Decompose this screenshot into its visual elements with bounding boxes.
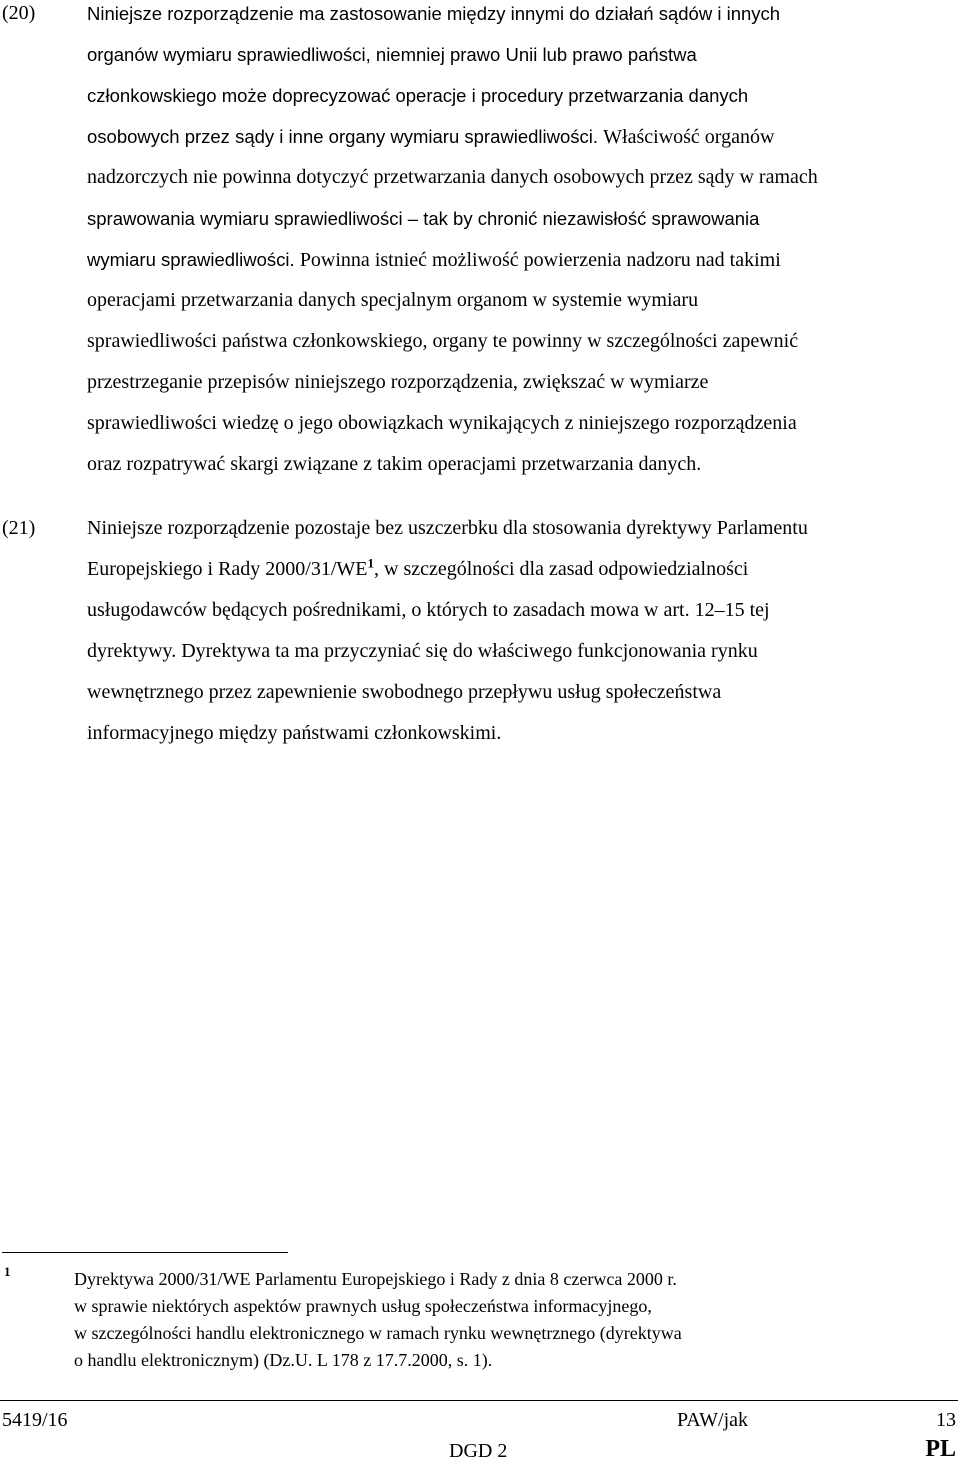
directorate-code: DGD 2	[449, 1440, 508, 1462]
text-run: Niniejsze rozporządzenie ma zastosowanie między innymi do działań sądów i innych	[87, 3, 781, 24]
text-run: sprawiedliwości państwa członkowskiego, organy te powinny w szczególności zapewnić	[87, 330, 799, 352]
footnote-line: w szczególności handlu elektronicznego w ramach rynku wewnętrznego (dyrektywa	[74, 1323, 682, 1343]
page-number: 13	[936, 1409, 956, 1431]
text-line	[87, 508, 808, 549]
document-number: 5419/16	[2, 1409, 68, 1431]
text-run: informacyjnego między państwami członkowskimi.	[87, 722, 502, 744]
recital-number: (20)	[2, 2, 36, 24]
text-run: organów wymiaru sprawiedliwości, niemniej prawo Unii lub prawo państwa	[87, 44, 697, 65]
text-line	[87, 157, 818, 198]
text-line	[87, 631, 758, 672]
footnote-line: Dyrektywa 2000/31/WE Parlamentu Europejskiego i Rady z dnia 8 czerwca 2000 r.	[74, 1269, 677, 1289]
footnote-separator	[2, 1252, 288, 1253]
text-run: Europejskiego i Rady 2000/31/WE	[87, 558, 368, 580]
text-line	[87, 403, 797, 444]
text-run: Właściwość organów	[603, 126, 775, 148]
text-run: wymiaru sprawiedliwości.	[87, 249, 300, 270]
text-line	[87, 713, 501, 754]
footnote-line: o handlu elektronicznym) (Dz.U. L 178 z 17.7.2000, s. 1).	[74, 1350, 493, 1370]
text-line	[87, 75, 748, 117]
text-line	[87, 672, 721, 713]
text-line	[87, 0, 780, 35]
text-line	[87, 280, 698, 321]
text-run: osobowych przez sądy i inne organy wymiaru sprawiedliwości.	[87, 126, 604, 147]
footnote-marker: 1	[4, 1264, 11, 1279]
language-code: PL	[925, 1436, 956, 1462]
text-line	[87, 590, 770, 631]
text-run: wewnętrznego przez zapewnienie swobodnego przepływu usług społeczeństwa	[87, 681, 722, 703]
text-run: , w szczególności dla zasad odpowiedzialności	[374, 558, 749, 580]
text-line	[87, 239, 781, 281]
text-line	[87, 321, 798, 362]
text-run: sprawowania wymiaru sprawiedliwości – tak by chronić niezawisłość sprawowania	[87, 208, 760, 229]
text-run: Powinna istnieć możliwość powierzenia nadzoru nad takimi	[299, 249, 781, 271]
text-run: przestrzeganie przepisów niniejszego rozporządzenia, zwiększać w wymiarze	[87, 371, 709, 393]
author-code: PAW/jak	[677, 1409, 748, 1431]
text-run: operacjami przetwarzania danych specjalnym organom w systemie wymiaru	[87, 289, 699, 311]
text-line	[87, 444, 701, 485]
text-line	[87, 198, 759, 240]
footer-separator	[0, 1400, 958, 1401]
footnote-reference: 1	[367, 555, 375, 571]
text-run: dyrektywy. Dyrektywa ta ma przyczyniać się do właściwego funkcjonowania rynku	[87, 640, 758, 662]
text-run: członkowskiego może doprecyzować operacje i procedury przetwarzania danych	[87, 85, 749, 106]
text-run: sprawiedliwości wiedzę o jego obowiązkach wynikających z niniejszego rozporządzenia	[87, 412, 797, 434]
text-line	[87, 116, 774, 158]
text-line	[87, 34, 697, 76]
text-run: usługodawców będących pośrednikami, o których to zasadach mowa w art. 12–15 tej	[87, 599, 770, 621]
text-run: nadzorczych nie powinna dotyczyć przetwarzania danych osobowych przez sądy w ramach	[87, 166, 818, 188]
text-run: oraz rozpatrywać skargi związane z takim operacjami przetwarzania danych.	[87, 453, 702, 475]
text-line	[87, 549, 748, 590]
text-run: Niniejsze rozporządzenie pozostaje bez uszczerbku dla stosowania dyrektywy Parlamentu	[87, 517, 808, 539]
recital-number: (21)	[2, 517, 36, 539]
text-line	[87, 362, 708, 403]
footnote-line: w sprawie niektórych aspektów prawnych usług społeczeństwa informacyjnego,	[74, 1296, 652, 1316]
